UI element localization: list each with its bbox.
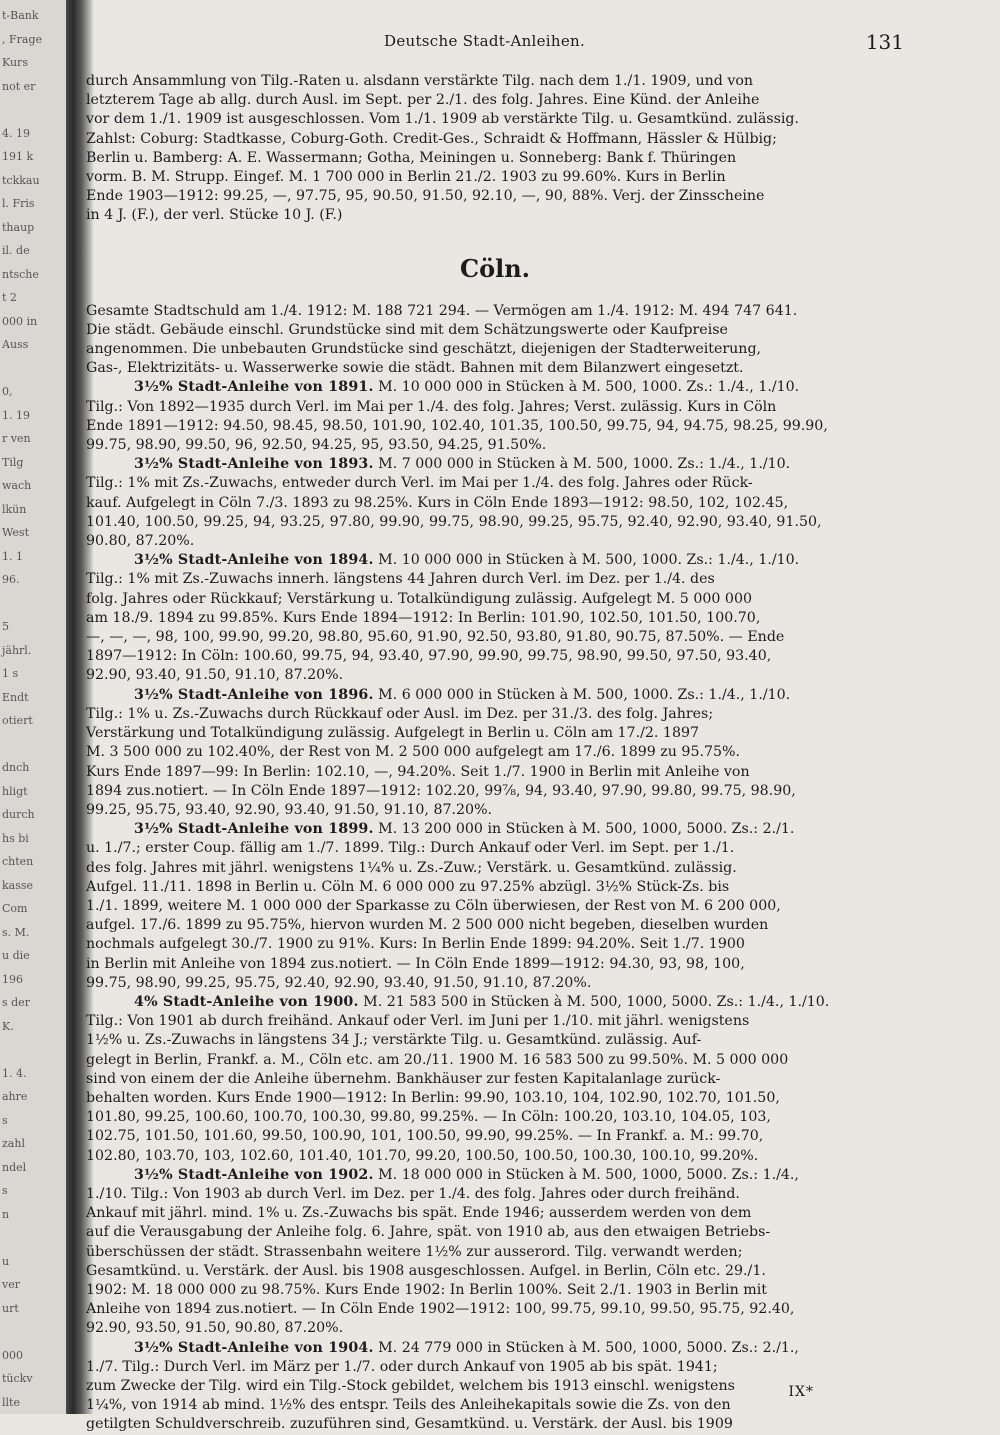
- loan-heading: 3½% Stadt-Anleihe von 1902.: [134, 1166, 374, 1183]
- text-line: 92.90, 93.40, 91.50, 91.10, 87.20%.: [86, 667, 344, 684]
- loan-summary: M. 24 779 000 in Stücken à M. 500, 1000, 5000. Zs.: 2./1.,: [373, 1339, 799, 1356]
- text-line: angenommen. Die unbebauten Grundstücke sind geschätzt, diejenigen der Stadterweiterung,: [86, 341, 762, 358]
- text-line: Gas-, Elektrizitäts- u. Wasserwerke sowie die städt. Bahnen mit dem Bilanzwert eingesetzt.: [86, 360, 744, 377]
- left-page-edge: [0, 0, 66, 1414]
- text-line: 99.25, 95.75, 93.40, 92.90, 93.40, 91.50, 91.10, 87.20%.: [86, 801, 493, 818]
- text-line: zum Zwecke der Tilg. wird ein Tilg.-Stock gebildet, welchem bis 1913 einschl. wenigstens: [86, 1378, 735, 1394]
- loan-heading: 3½% Stadt-Anleihe von 1891.: [134, 379, 374, 396]
- text-line: Kurs Ende 1897—99: In Berlin: 102.10, —, 94.20%. Seit 1./7. 1900 in Berlin mit Anleihe von: [86, 763, 750, 780]
- loan-first-line: [86, 686, 904, 705]
- loan-heading: 3½% Stadt-Anleihe von 1896.: [134, 686, 374, 703]
- loan-first-line: [86, 455, 904, 474]
- running-title: Deutsche Stadt-Anleihen.: [384, 32, 586, 50]
- loan-heading: 3½% Stadt-Anleihe von 1894.: [134, 552, 374, 569]
- text-line: 101.40, 100.50, 99.25, 94, 93.25, 97.80, 99.90, 99.75, 98.90, 99.25, 95.75, 92.40, 92.90, 93.40, 91.50,: [86, 513, 822, 530]
- edge-fragment: n: [2, 1207, 10, 1221]
- loan-entry: [86, 378, 904, 455]
- text-line: Aufgel. 11./11. 1898 in Berlin u. Cöln M. 6 000 000 zu 97.25% abzügl. 3½% Stück-Zs. bis: [86, 878, 730, 895]
- city-heading: Cöln.: [459, 253, 531, 283]
- text-line: Tilg.: 1% mit Zs.-Zuwachs, entweder durch Verl. im Mai per 1./4. des folg. Jahres oder Rück-: [86, 475, 753, 492]
- page-body: [86, 72, 904, 1435]
- edge-fragment: 4. 19: [2, 126, 30, 140]
- edge-fragment: Kurs: [2, 56, 28, 69]
- loan-heading: 3½% Stadt-Anleihe von 1899.: [134, 821, 374, 838]
- text-line: Tilg.: 1% mit Zs.-Zuwachs innerh. längstens 44 Jahren durch Verl. im Dez. per 1./4. des: [86, 571, 715, 588]
- edge-fragment: tckkau: [2, 173, 40, 187]
- edge-fragment: s der: [2, 996, 30, 1009]
- loan-entry: [86, 1166, 904, 1339]
- text-line: durch Ansammlung von Tilg.-Raten u. alsdann verstärkte Tilg. nach dem 1./1. 1909, und von: [86, 73, 754, 89]
- text-line: Ankauf mit jährl. mind. 1% u. Zs.-Zuwachs bis spät. Ende 1946; ausserdem werden von dem: [86, 1205, 752, 1222]
- loan-summary: M. 7 000 000 in Stücken à M. 500, 1000. Zs.: 1./4., 1./10.: [373, 456, 791, 473]
- text-line: Zahlst: Coburg: Stadtkasse, Coburg-Goth. Credit-Ges., Schraidt & Hoffmann, Hässler & Hülbig;: [86, 130, 777, 147]
- signature-mark: IX*: [788, 1384, 814, 1400]
- text-line: kauf. Aufgelegt in Cöln 7./3. 1893 zu 98.25%. Kurs in Cöln Ende 1893—1912: 98.50, 102, 102.45,: [86, 494, 789, 511]
- loan-entry: [86, 551, 904, 685]
- edge-fragment: [0, 592, 66, 616]
- text-line: 1¼%, von 1914 ab mind. 1½% des entspr. Teils des Anleihekapitals sowie die Zs. von den: [86, 1397, 731, 1414]
- text-line: vorm. B. M. Strupp. Eingef. M. 1 700 000 in Berlin 21./2. 1903 zu 99.60%. Kurs in Berlin: [86, 169, 726, 186]
- edge-fragment: thaup: [2, 220, 35, 234]
- edge-fragment: [0, 357, 66, 381]
- loan-summary: M. 10 000 000 in Stücken à M. 500, 1000. Zs.: 1./4., 1./10.: [373, 552, 800, 569]
- edge-fragment: ntsche: [2, 267, 39, 281]
- edge-fragment: West: [2, 526, 29, 539]
- text-line: Berlin u. Bamberg: A. E. Wassermann; Gotha, Meiningen u. Sonneberg: Bank f. Thüringen: [86, 149, 737, 166]
- edge-fragment: 96.: [2, 573, 20, 586]
- text-line: in 4 J. (F.), der verl. Stücke 10 J. (F.): [86, 207, 343, 224]
- loan-first-line: [86, 551, 904, 570]
- edge-fragment: [0, 1226, 66, 1250]
- text-line: 1902: M. 18 000 000 zu 98.75%. Kurs Ende 1902: In Berlin 100%. Seit 2./1. 1903 in Berlin mit: [86, 1281, 767, 1298]
- edge-fragment: t 2: [2, 291, 17, 304]
- text-line: Gesamte Stadtschuld am 1./4. 1912: M. 188 721 294. — Vermögen am 1./4. 1912: M. 494 747 641.: [86, 302, 798, 319]
- loan-heading: 3½% Stadt-Anleihe von 1893.: [134, 456, 374, 473]
- edge-fragment: 1. 19: [2, 408, 30, 422]
- edge-fragment: dnch: [2, 761, 30, 774]
- loan-list: [86, 378, 904, 1434]
- text-line: 90.80, 87.20%.: [86, 533, 195, 550]
- text-line: 102.80, 103.70, 103, 102.60, 101.40, 101.70, 99.20, 100.50, 100.50, 100.30, 100.10, 99.20%.: [86, 1147, 759, 1164]
- edge-fragment: hligt: [2, 784, 28, 798]
- edge-fragment: wach: [2, 479, 32, 492]
- page-header: [86, 30, 904, 60]
- left-page-edge-text: [0, 0, 66, 1414]
- page-number: 131: [865, 30, 904, 54]
- text-line: 99.75, 98.90, 99.50, 96, 92.50, 94.25, 95, 93.50, 94.25, 91.50%.: [86, 437, 547, 454]
- edge-fragment: , Frage: [2, 32, 42, 46]
- loan-entry: [86, 455, 904, 551]
- text-line: Anleihe von 1894 zus.notiert. — In Cöln Ende 1902—1912: 100, 99.75, 99.10, 99.50, 95.75, 92.40,: [86, 1301, 795, 1318]
- city-intro-paragraph: [86, 302, 904, 379]
- edge-fragment: ndel: [2, 1160, 27, 1174]
- loan-entry: [86, 1339, 904, 1435]
- edge-fragment: not er: [2, 79, 36, 93]
- loan-first-line: [86, 1339, 904, 1358]
- edge-fragment: il. de: [2, 244, 30, 257]
- edge-fragment: [0, 733, 66, 757]
- edge-fragment: ver: [2, 1278, 20, 1291]
- edge-fragment: s: [2, 1184, 8, 1197]
- loan-first-line: [86, 1166, 904, 1185]
- text-line: Die städt. Gebäude einschl. Grundstücke sind mit dem Schätzungswerte oder Kaufpreise: [86, 321, 728, 338]
- text-line: auf die Verausgabung der Anleihe folg. 6. Jahre, spät. von 1910 ab, aus den etwaigen Betriebs-: [86, 1224, 771, 1241]
- edge-fragment: jährl.: [2, 643, 32, 657]
- edge-fragment: otiert: [2, 714, 33, 727]
- text-line: u. 1./7.; erster Coup. fällig am 1./7. 1899. Tilg.: Durch Ankauf oder Verl. im Sept. per 1./1.: [86, 840, 735, 857]
- text-line: Ende 1891—1912: 94.50, 98.45, 98.50, 101.90, 102.40, 101.35, 100.50, 99.75, 94, 94.75, 98.25, 99.90,: [86, 417, 828, 434]
- text-line: gelegt in Berlin, Frankf. a. M., Cöln etc. am 20./11. 1900 M. 16 583 500 zu 99.50%. M. 5 000 000: [86, 1051, 789, 1068]
- edge-fragment: Auss: [2, 338, 29, 351]
- edge-fragment: Tilg: [2, 455, 24, 469]
- intro-paragraph: [86, 72, 904, 226]
- edge-fragment: [0, 1320, 66, 1344]
- edge-fragment: 5: [2, 620, 9, 633]
- loan-entry: [86, 820, 904, 993]
- text-line: vor dem 1./1. 1909 ist ausgeschlossen. Vom 1./1. 1909 ab verstärkte Tilg. u. Gesamtkünd. zulässig.: [86, 111, 799, 128]
- text-line: Tilg.: 1% u. Zs.-Zuwachs durch Rückkauf oder Ausl. im Dez. per 31./3. des folg. Jahres;: [86, 705, 714, 722]
- edge-fragment: chten: [2, 855, 34, 868]
- edge-fragment: [0, 1038, 66, 1062]
- edge-fragment: 000 in: [2, 314, 38, 328]
- edge-fragment: Endt: [2, 690, 29, 704]
- text-line: 102.75, 101.50, 101.60, 99.50, 100.90, 101, 100.50, 99.90, 99.25%. — In Frankf. a. M.: 99.70,: [86, 1128, 764, 1145]
- edge-fragment: [0, 98, 66, 122]
- text-line: des folg. Jahres mit jährl. wenigstens 1¼% u. Zs.-Zuw.; Verstärk. u. Gesamtkünd. zulässig.: [86, 859, 737, 876]
- edge-fragment: 191 k: [2, 150, 34, 163]
- text-line: getilgten Schuldverschreib. zuzuführen sind, Gesamtkünd. u. Verstärk. der Ausl. bis 1909: [86, 1416, 733, 1433]
- edge-fragment: zahl: [2, 1137, 25, 1150]
- loan-entry: [86, 686, 904, 820]
- book-page: [86, 0, 904, 1433]
- text-line: Gesamtkünd. u. Verstärk. der Ausl. bis 1908 ausgeschlossen. Aufgel. in Berlin, Cöln etc. 29./1.: [86, 1262, 766, 1279]
- text-line: —, —, —, 98, 100, 99.90, 99.20, 98.80, 95.60, 91.90, 92.50, 93.80, 91.80, 90.75, 87.50%. — Ende: [86, 629, 785, 646]
- text-line: 1½% u. Zs.-Zuwachs in längstens 34 J.; verstärkte Tilg. u. Gesamtkünd. zulässig. Auf-: [86, 1032, 702, 1049]
- text-line: Tilg.: Von 1901 ab durch freihänd. Ankauf oder Verl. im Juni per 1./10. mit jährl. wenigstens: [86, 1013, 750, 1030]
- edge-fragment: hs bi: [2, 831, 29, 845]
- loan-summary: M. 10 000 000 in Stücken à M. 500, 1000. Zs.: 1./4., 1./10.: [373, 379, 800, 396]
- text-line: 1./1. 1899, weitere M. 1 000 000 der Sparkasse zu Cöln überwiesen, der Rest von M. 6 200 000,: [86, 897, 781, 914]
- edge-fragment: urt: [2, 1301, 19, 1315]
- text-line: am 18./9. 1894 zu 99.85%. Kurs Ende 1894—1912: In Berlin: 101.90, 102.50, 101.50, 100.70,: [86, 609, 761, 626]
- edge-fragment: 0,: [2, 385, 13, 398]
- edge-fragment: 196: [2, 972, 23, 986]
- loan-first-line: [86, 378, 904, 397]
- loan-heading: 3½% Stadt-Anleihe von 1904.: [134, 1339, 374, 1356]
- text-line: 92.90, 93.50, 91.50, 90.80, 87.20%.: [86, 1320, 344, 1337]
- text-line: 99.75, 98.90, 99.25, 95.75, 92.40, 92.90, 93.40, 91.50, 91.10, 87.20%.: [86, 974, 592, 991]
- loan-first-line: [86, 820, 904, 839]
- loan-summary: M. 6 000 000 in Stücken à M. 500, 1000. Zs.: 1./4., 1./10.: [373, 686, 791, 703]
- loan-summary: M. 21 583 500 in Stücken à M. 500, 1000, 5000. Zs.: 1./4., 1./10.: [358, 993, 830, 1010]
- text-line: 1894 zus.notiert. — In Cöln Ende 1897—1912: 102.20, 99⅞, 94, 93.40, 97.90, 99.80, 99.75, 98.90,: [86, 782, 796, 799]
- text-line: letzterem Tage ab allg. durch Ausl. im Sept. per 2./1. des folg. Jahres. Eine Künd. der Anleihe: [86, 92, 760, 109]
- edge-fragment: u: [2, 1254, 10, 1268]
- text-line: 101.80, 99.25, 100.60, 100.70, 100.30, 99.80, 99.25%. — In Cöln: 100.20, 103.10, 104.05, 103,: [86, 1109, 771, 1126]
- text-line: sind von einem der die Anleihe übernehm. Bankhäuser zur festen Kapitalanlage zurück-: [86, 1070, 721, 1087]
- text-line: 1./10. Tilg.: Von 1903 ab durch Verl. im Dez. per 1./4. des folg. Jahres oder durch freihänd.: [86, 1185, 740, 1202]
- text-line: in Berlin mit Anleihe von 1894 zus.notiert. — In Cöln Ende 1899—1912: 94.30, 93, 98, 100,: [86, 955, 745, 972]
- text-line: 1897—1912: In Cöln: 100.60, 99.75, 94, 93.40, 97.90, 99.90, 99.75, 98.90, 99.50, 97.50, 93.40,: [86, 648, 772, 665]
- edge-fragment: l. Fris: [2, 197, 35, 210]
- edge-fragment: durch: [2, 808, 35, 821]
- edge-fragment: lkün: [2, 502, 27, 516]
- edge-fragment: 1 s: [2, 667, 19, 680]
- text-line: aufgel. 17./6. 1899 zu 95.75%, hiervon wurden M. 2 500 000 nicht begeben, dieselben wurden: [86, 917, 769, 934]
- loan-summary: M. 18 000 000 in Stücken à M. 500, 1000, 5000. Zs.: 1./4.,: [373, 1166, 799, 1183]
- loan-entry: [86, 993, 904, 1166]
- loan-heading: 4% Stadt-Anleihe von 1900.: [134, 993, 359, 1010]
- edge-fragment: ahre: [2, 1090, 28, 1103]
- text-line: folg. Jahres oder Rückkauf; Verstärkung u. Totalkündigung zulässig. Aufgelegt M. 5 000 000: [86, 590, 752, 607]
- text-line: Verstärkung und Totalkündigung zulässig. Aufgelegt in Berlin u. Cöln am 17./2. 1897: [86, 725, 700, 742]
- edge-fragment: Com: [2, 902, 28, 915]
- edge-fragment: 1. 4.: [2, 1066, 27, 1080]
- edge-fragment: 1. 1: [2, 549, 23, 563]
- edge-fragment: s. M.: [2, 925, 30, 939]
- text-line: 1./7. Tilg.: Durch Verl. im März per 1./7. oder durch Ankauf von 1905 ab bis spät. 1941;: [86, 1358, 718, 1375]
- edge-fragment: 000: [2, 1348, 23, 1362]
- text-line: Ende 1903—1912: 99.25, —, 97.75, 95, 90.50, 91.50, 92.10, —, 90, 88%. Verj. der Zinsscheine: [86, 188, 765, 205]
- edge-fragment: u die: [2, 949, 30, 962]
- text-line: nochmals aufgelegt 30./7. 1900 zu 91%. Kurs: In Berlin Ende 1899: 94.20%. Seit 1./7. 1900: [86, 936, 745, 953]
- text-line: Tilg.: Von 1892—1935 durch Verl. im Mai per 1./4. des folg. Jahres; Verst. zulässig. Kurs in Cöln: [86, 398, 777, 415]
- edge-fragment: kasse: [2, 878, 34, 892]
- edge-fragment: K.: [2, 1019, 14, 1033]
- loan-first-line: [86, 993, 904, 1012]
- edge-fragment: t-Bank: [2, 9, 39, 22]
- edge-fragment: r ven: [2, 432, 31, 445]
- edge-fragment: s: [2, 1113, 8, 1127]
- edge-fragment: llte: [2, 1395, 20, 1409]
- edge-fragment: tückv: [2, 1372, 33, 1385]
- text-line: behalten worden. Kurs Ende 1900—1912: In Berlin: 99.90, 103.10, 104, 102.90, 102.70, 101.50,: [86, 1089, 780, 1106]
- text-line: M. 3 500 000 zu 102.40%, der Rest von M. 2 500 000 aufgelegt am 17./6. 1899 zu 95.75%.: [86, 744, 741, 761]
- text-line: überschüssen der städt. Strassenbahn weitere 1½% zur ausserord. Tilg. verwandt werden;: [86, 1243, 743, 1260]
- loan-summary: M. 13 200 000 in Stücken à M. 500, 1000, 5000. Zs.: 2./1.: [373, 821, 795, 838]
